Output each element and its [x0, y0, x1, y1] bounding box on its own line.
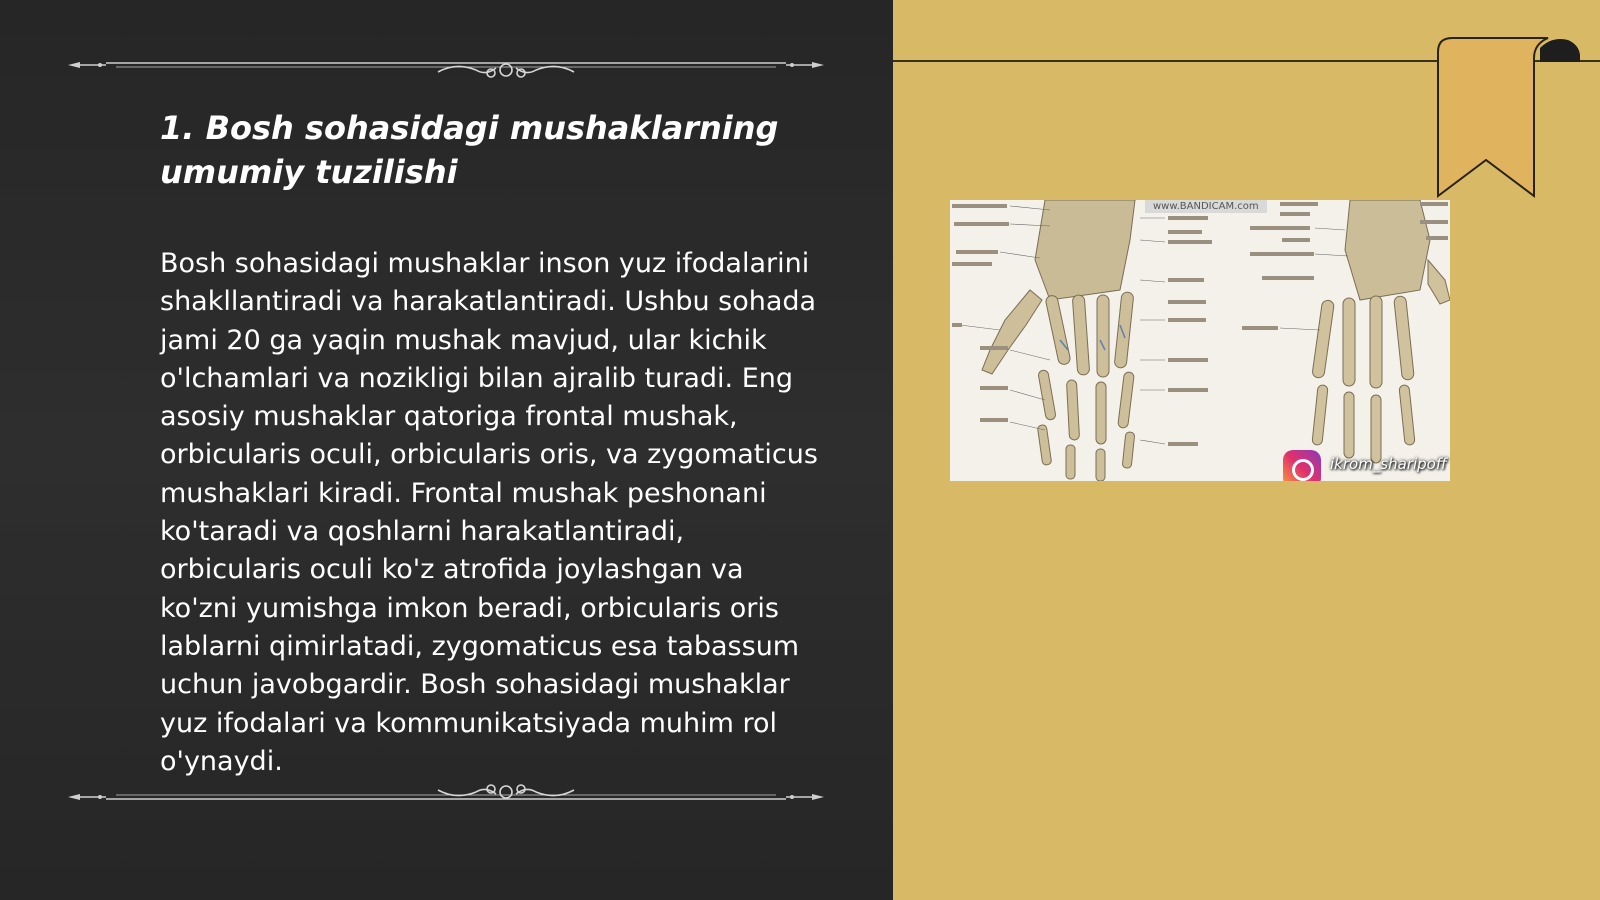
bookmark-ribbon-icon — [1430, 30, 1580, 200]
hand-anatomy-image — [950, 200, 1450, 481]
slide-body-text: Bosh sohasidagi mushaklar inson yuz ifodalarini shakllantiradi va harakatlantiradi. Ushbu sohada jami 20 ga yaqin mushak mavjud, ular kichik o'lchamlari va nozikligi bilan ajralib turadi. Eng asosiy mushaklar qatoriga frontal mushak, orbicularis oculi, orbicularis oris, va zygomaticus mushaklari kiradi. Frontal mushak peshonani ko'taradi va qoshlarni harakatlantiradi, orbicularis oculi ko'z atrofida joylashgan va ko'zni yumishga imkon beradi, orbicularis oris lablarni qimirlatadi, zygomaticus esa tabassum uchun javobgardir. Bosh sohasidagi mushaklar yuz ifodalari va kommunikatsiyada muhim rol o'ynaydi. — [160, 248, 818, 777]
ornamental-frame-top-icon — [66, 52, 826, 82]
ornamental-frame-bottom-icon — [66, 780, 826, 810]
watermark-text: www.BANDICAM.com — [1145, 200, 1267, 213]
slide-title: 1. Bosh sohasidagi mushaklarning umumiy tuzilishi — [160, 109, 779, 191]
hand-skeleton-illustration — [950, 200, 1450, 481]
instagram-icon — [1283, 450, 1321, 481]
instagram-handle: ikrom_sharipoff — [1330, 455, 1447, 473]
